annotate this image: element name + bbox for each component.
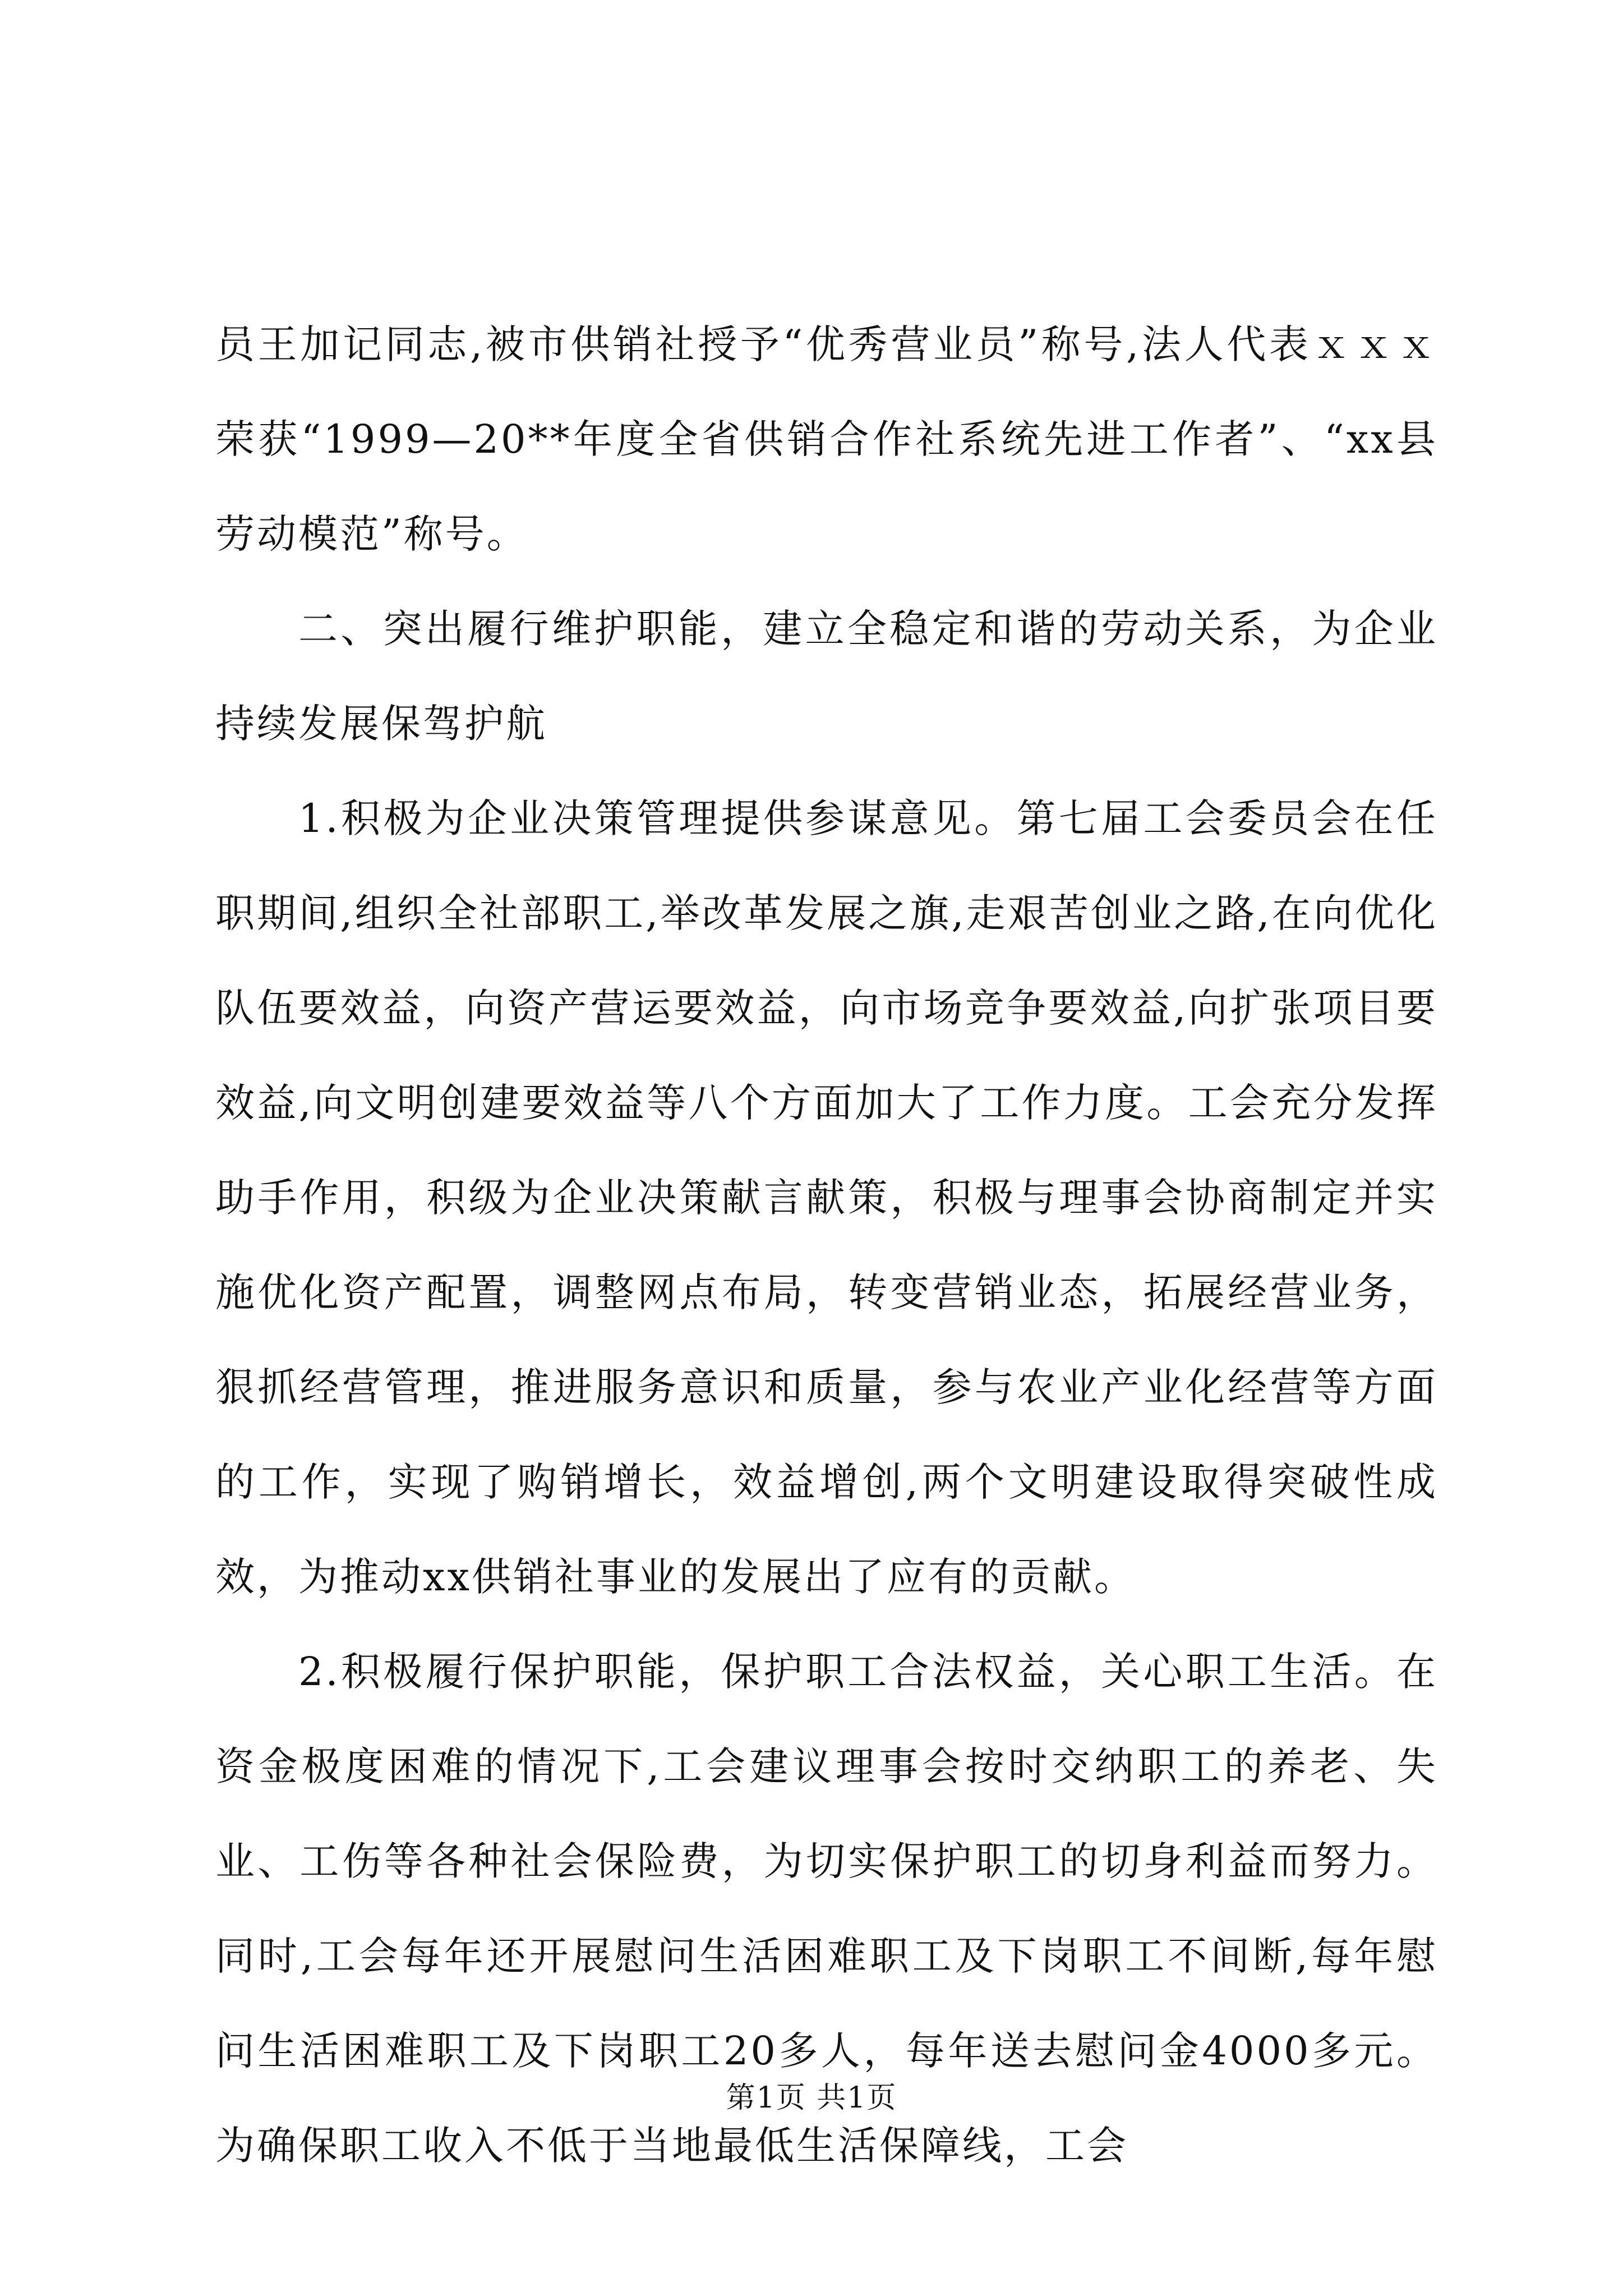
paragraph-continuation: 员王加记同志,被市供销社授予“优秀营业员”称号,法人代表ｘｘｘ荣获“1999—20**年度全省供销合作社系统先进工作者”、“xx县劳动模范”称号。 xyxy=(215,321,1438,557)
paragraph-item-1: 1.积极为企业决策管理提供参谋意见。第七届工会委员会在任职期间,组织全社部职工,举改革发展之旗,走艰苦创业之路,在向优化队伍要效益，向资产营运要效益，向市场竞争要效益,向扩张项目要效益,向文明创建要效益等八个方面加大了工作力度。工会充分发挥助手作用，积级为企业决策献言献策，积极与理事会协商制定并实施优化资产配置，调整网点布局，转变营销业态，拓展经营业务，狠抓经营管理，推进服务意识和质量，参与农业产业化经营等方面的工作，实现了购销增长，效益增创,两个文明建设取得突破性成效，为推动xx供销社事业的发展出了应有的贡献。 xyxy=(215,795,1438,1600)
document-body xyxy=(215,297,1438,2193)
paragraph-item-2: 2.积极履行保护职能，保护职工合法权益，关心职工生活。在资金极度困难的情况下,工会建议理事会按时交纳职工的养老、失业、工伤等各种社会保险费，为切实保护职工的切身利益而努力。同时,工会每年还开展慰问生活困难职工及下岗职工不间断,每年慰问生活困难职工及下岗职工20多人，每年送去慰问金4000多元。为确保职工收入不低于当地最低生活保障线，工会 xyxy=(215,1649,1438,2169)
section-heading-2: 二、突出履行维护职能，建立全稳定和谐的劳动关系，为企业持续发展保驾护航 xyxy=(215,606,1438,747)
page-footer: 第1页 共1页 xyxy=(726,2081,897,2115)
